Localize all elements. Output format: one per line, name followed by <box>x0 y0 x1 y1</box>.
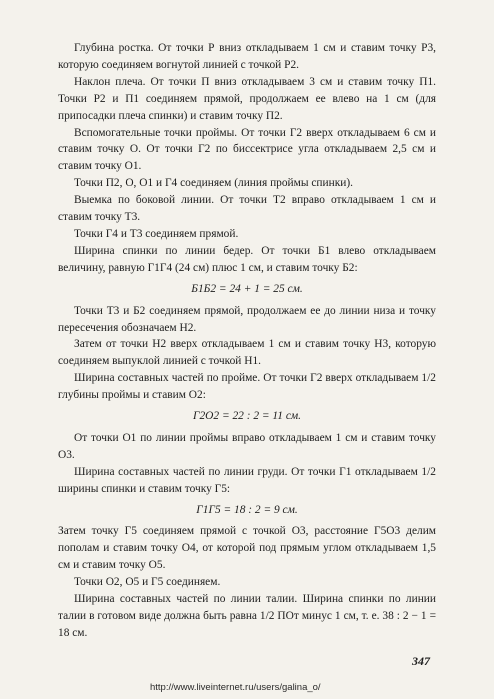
paragraph-connect-t3-b2: Точки Т3 и Б2 соединяем прямой, продолжаем ее до линии низа и точку пересечения обозначаем Н2. <box>58 304 436 334</box>
paragraph-point-o3: От точки О1 по линии проймы вправо откладываем 1 см и ставим точку О3. <box>58 431 436 461</box>
paragraph-connect-g4-t3: Точки Г4 и Т3 соединяем прямой. <box>74 227 239 240</box>
paragraph-parts-armhole: Ширина составных частей по пройме. От точки Г2 вверх откладываем 1/2 глубины проймы и ставим О2: <box>58 372 436 402</box>
paragraph-shoulder-slope: Наклон плеча. От точки П вниз откладываем 3 см и ставим точку П1. Точки Р2 и П1 соединяем прямой, продолжаем ее влево на 1 см (для припосадки плеча спинки) и ставим точку П2. <box>58 75 436 122</box>
paragraph-point-h3: Затем от точки Н2 вверх откладываем 1 см и ставим точку Н3, которую соединяем выпуклой линией с точкой Н1. <box>58 338 436 368</box>
document-page <box>58 40 436 642</box>
paragraph-point-o5: Затем точку Г5 соединяем прямой с точкой О3, расстояние Г5О3 делим пополам и ставим точку О4, от которой под прямым углом откладываем 1,5 см и ставим точку О5. <box>58 525 436 572</box>
watermark-url: http://www.liveinternet.ru/users/galina_o/ <box>150 682 321 693</box>
paragraph-armhole-line: Точки П2, О, О1 и Г4 соединяем (линия проймы спинки). <box>74 177 353 190</box>
paragraph-back-hip-width: Ширина спинки по линии бедер. От точки Б1 влево откладываем величину, равную Г1Г4 (24 см) плюс 1 см, и ставим точку Б2: <box>58 244 436 274</box>
formula-g2o2: Г2О2 = 22 : 2 = 11 см. <box>193 410 301 423</box>
paragraph-parts-waist: Ширина составных частей по линии талии. Ширина спинки по линии талии в готовом виде должна быть равна 1/2 ПОт минус 1 см, т. е. 38 : 2 − 1 = 18 см. <box>58 593 436 639</box>
paragraph-side-notch: Выемка по боковой линии. От точки Т2 вправо откладываем 1 см и ставим точку Т3. <box>58 194 436 224</box>
paragraph-sprout-depth: Глубина ростка. От точки Р вниз откладываем 1 см и ставим точку Р3, которую соединяем вогнутой линией с точкой Р2. <box>58 42 436 71</box>
formula-b1b2: Б1Б2 = 24 + 1 = 25 см. <box>191 282 303 295</box>
formula-g1g5: Г1Г5 = 18 : 2 = 9 см. <box>196 503 298 516</box>
paragraph-parts-chest: Ширина составных частей по линии груди. От точки Г1 откладываем 1/2 ширины спинки и ставим точку Г5: <box>58 465 436 495</box>
paragraph-connect-o2-o5-g5: Точки О2, О5 и Г5 соединяем. <box>74 576 221 589</box>
page-number: 347 <box>412 654 430 668</box>
paragraph-armhole-points: Вспомогательные точки проймы. От точки Г2 вверх откладываем 6 см и ставим точку О. От точки Г2 по биссектрисе угла откладываем 2,5 см и ставим точку О1. <box>58 126 436 173</box>
